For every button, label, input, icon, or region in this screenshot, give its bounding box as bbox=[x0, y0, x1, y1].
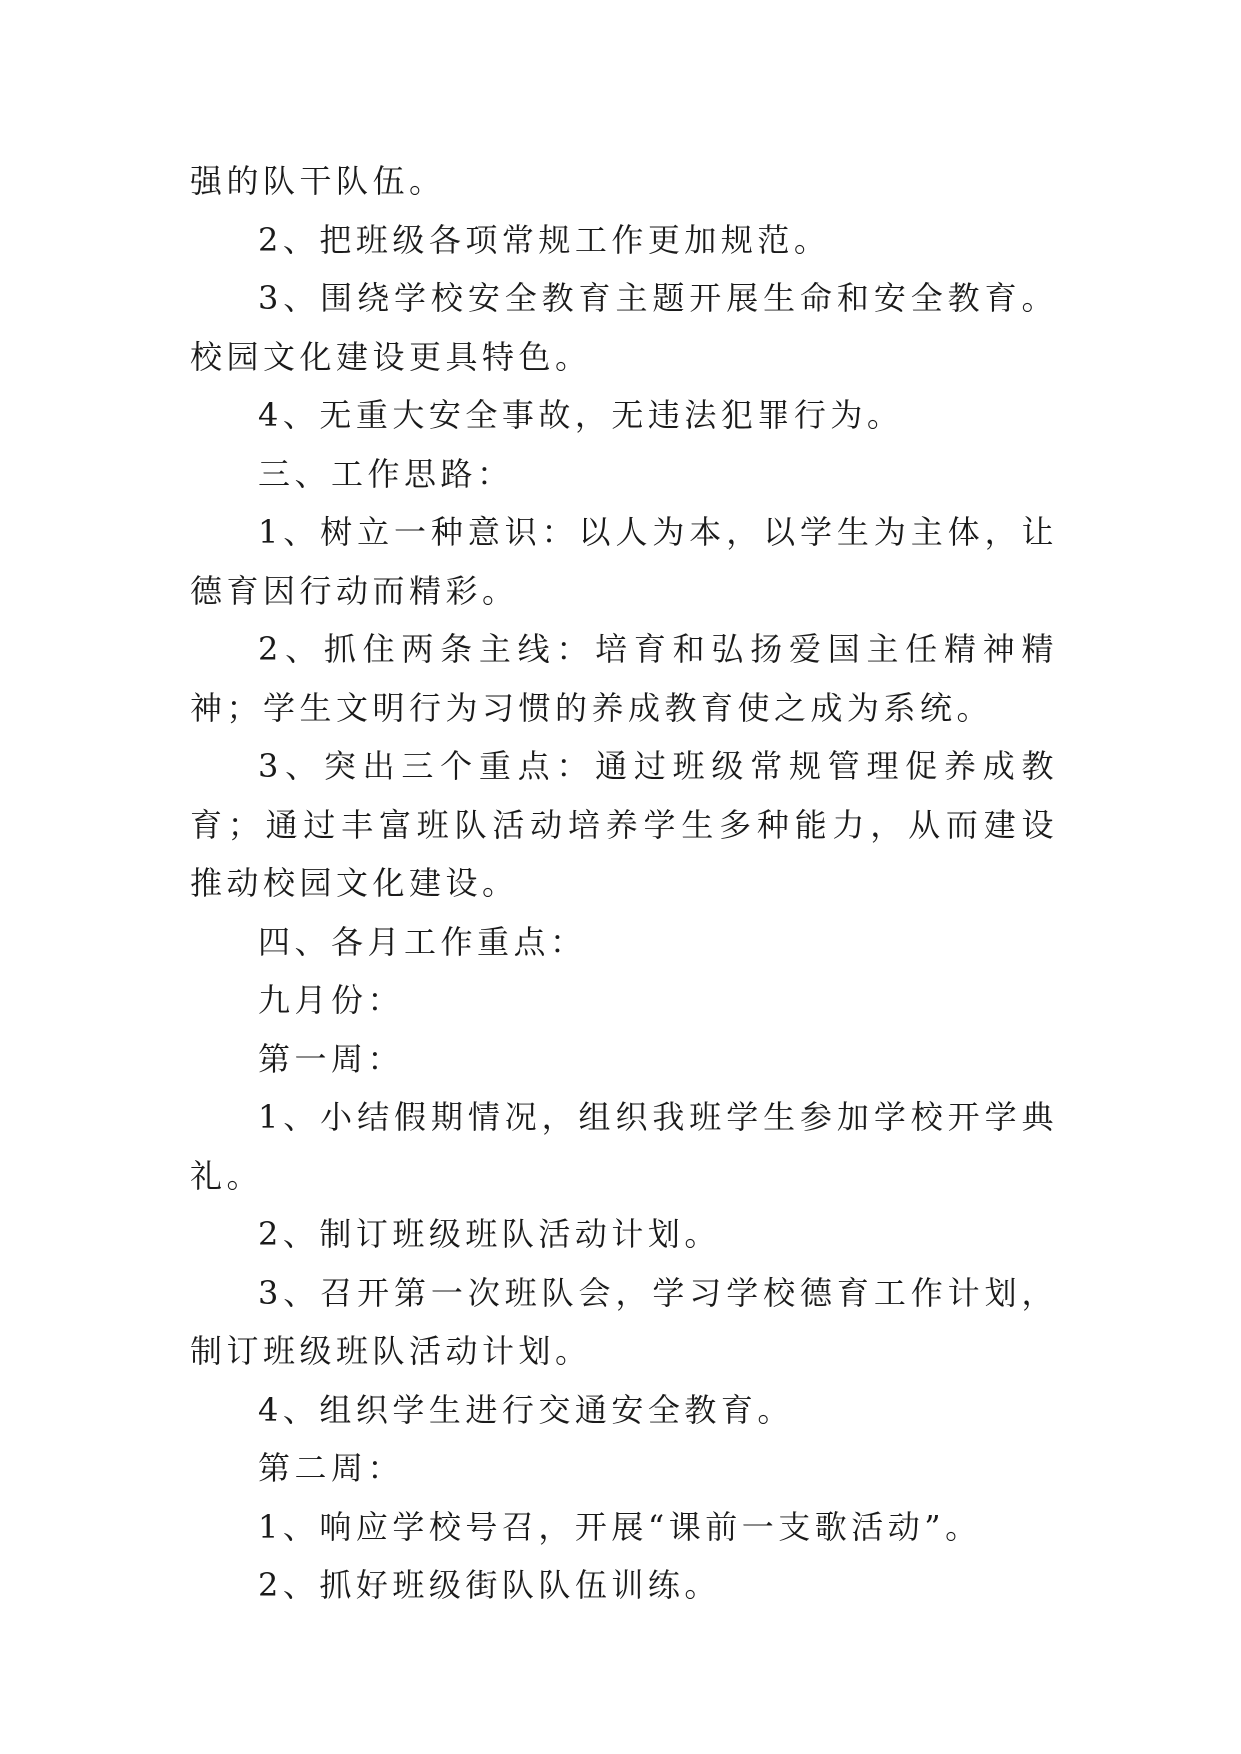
paragraph: 2、抓好班级街队队伍训练。 bbox=[258, 1566, 721, 1604]
paragraph: 3、突出三个重点：通过班级常规管理促养成教育；通过丰富班队活动培养学生多种能力，从而建设推动校园文化建设。 bbox=[190, 747, 1058, 902]
paragraph: 4、组织学生进行交通安全教育。 bbox=[258, 1390, 794, 1429]
week-heading: 第二周： bbox=[258, 1449, 405, 1487]
paragraph: 强的队干队伍。 bbox=[190, 162, 446, 200]
week-heading: 第一周： bbox=[258, 1039, 405, 1078]
paragraph: 3、召开第一次班队会，学习学校德育工作计划，制订班级班队活动计划。 bbox=[190, 1273, 1058, 1370]
paragraph: 1、响应学校号召，开展“课前一支歌活动”。 bbox=[258, 1507, 982, 1546]
paragraph: 2、制订班级班队活动计划。 bbox=[258, 1215, 721, 1253]
paragraph: 1、小结假期情况，组织我班学生参加学校开学典礼。 bbox=[190, 1098, 1058, 1195]
document-body bbox=[190, 152, 1058, 1615]
section-heading: 四、各月工作重点： bbox=[258, 922, 587, 961]
section-heading: 三、工作思路： bbox=[258, 454, 514, 493]
paragraph: 4、无重大安全事故，无违法犯罪行为。 bbox=[258, 396, 904, 434]
month-heading: 九月份： bbox=[258, 981, 405, 1019]
paragraph: 3、围绕学校安全教育主题开展生命和安全教育。校园文化建设更具特色。 bbox=[190, 279, 1058, 376]
paragraph: 2、抓住两条主线：培育和弘扬爱国主任精神精神；学生文明行为习惯的养成教育使之成为系统。 bbox=[190, 630, 1058, 727]
paragraph: 1、树立一种意识：以人为本，以学生为主体，让德育因行动而精彩。 bbox=[190, 513, 1058, 610]
paragraph: 2、把班级各项常规工作更加规范。 bbox=[258, 220, 831, 259]
